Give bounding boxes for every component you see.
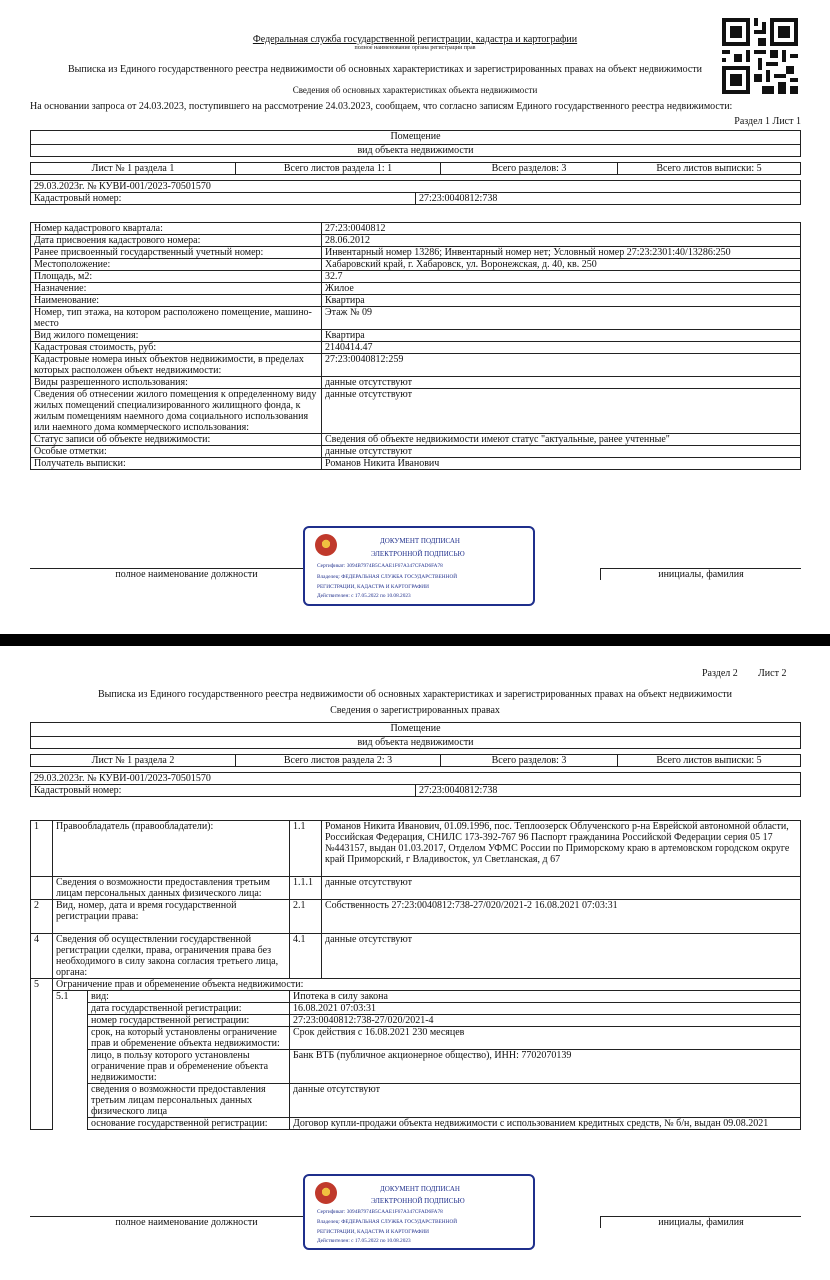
section-sheet-label: Раздел 1 Лист 1 — [734, 116, 801, 127]
page-separator — [0, 634, 830, 646]
table-row: срок, на который установлены ограничение прав и обременение объекта недвижимости: Срок действия с 16.08.2021 230 месяцев — [31, 1027, 801, 1050]
sheet-number: Лист № 1 раздела 1 — [31, 163, 236, 175]
table-row: Местоположение: Хабаровский край, г. Хабаровск, ул. Воронежская, д. 40, кв. 250 — [31, 259, 801, 271]
table-row: Виды разрешенного использования: данные отсутствуют — [31, 377, 801, 389]
table-row: Сведения об отнесении жилого помещения к определенному виду жилых помещений специализированного жилищного фонда, к жилым помещениям наемного дома социального использования или наемного дома коммерческого использования: данные отсутствуют — [31, 389, 801, 434]
table-row: Получатель выписки: Романов Никита Иванович — [31, 458, 801, 470]
table-row: Вид жилого помещения: Квартира — [31, 330, 801, 342]
document-title: Выписка из Единого государственного реестра недвижимости об основных характеристиках и зарегистрированных правах на объект недвижимости — [67, 64, 702, 75]
table-row: 5 Ограничение прав и обременение объекта недвижимости: — [31, 979, 801, 991]
document-subtitle: Сведения об основных характеристиках объекта недвижимости — [292, 85, 538, 95]
total-sheets: Всего листов выписки: 5 — [618, 163, 801, 175]
position-caption: полное наименование должности — [30, 569, 344, 581]
sheet-info-row — [30, 754, 801, 767]
table-row: Особые отметки: данные отсутствуют — [31, 446, 801, 458]
qr-code-icon — [722, 18, 798, 94]
object-type-table — [30, 722, 801, 749]
table-row: номер государственной регистрации: 27:23:0040812:738-27/020/2021-4 — [31, 1015, 801, 1027]
section-label: Раздел 2 — [702, 668, 738, 679]
initials-caption: инициалы, фамилия — [601, 1217, 802, 1229]
total-sheets: Всего листов выписки: 5 — [618, 755, 801, 767]
characteristics-table — [30, 222, 801, 470]
table-row: сведения о возможности предоставления третьим лицам персональных данных физического лица данные отсутствуют — [31, 1084, 801, 1118]
table-row: Площадь, м2: 32.7 — [31, 271, 801, 283]
table-row: лицо, в пользу которого установлены ограничение прав и обременение объекта недвижимости: Банк ВТБ (публичное акционерное общество), ИНН: 7702070139 — [31, 1050, 801, 1084]
table-row: Кадастровая стоимость, руб: 2140414.47 — [31, 342, 801, 354]
date-number: 29.03.2023г. № КУВИ-001/2023-70501570 — [31, 181, 801, 193]
table-row: Номер кадастрового квартала: 27:23:0040812 — [31, 223, 801, 235]
document-title: Выписка из Единого государственного реестра недвижимости об основных характеристиках и зарегистрированных правах на объект недвижимости — [97, 689, 732, 700]
object-type-table — [30, 130, 801, 157]
table-row: Дата присвоения кадастрового номера: 28.06.2012 — [31, 235, 801, 247]
request-basis: На основании запроса от 24.03.2023, поступившего на рассмотрение 24.03.2023, сообщаем, что согласно записям Единого государственного реестра недвижимости: — [30, 101, 733, 112]
table-row: Кадастровые номера иных объектов недвижимости, в пределах которых расположен объект недвижимости: 27:23:0040812:259 — [31, 354, 801, 377]
coat-of-arms-icon — [315, 534, 337, 556]
table-row: 4 Сведения об осуществлении государственной регистрации сделки, права, ограничения права без необходимого в силу закона согласия третьего лица, органа: 4.1 данные отсутствуют — [31, 934, 801, 979]
cadastral-number-value: 27:23:0040812:738 — [416, 785, 801, 797]
table-row: 1 Правообладатель (правообладатели): 1.1 Романов Никита Иванович, 01.09.1996, пос. Теплоозерск Облученского р-на Еврейской автономной области, Российская Федерация, СНИЛС 173-392-767 96 Паспорт гражданина Российской Федерации серия 05 17 №443157, выдан 01.03.2017, Отделом УФМС России по Приморскому краю в артемовском городском округе край Приморский, г Владивосток, ул Светланская, д 67 — [31, 821, 801, 877]
extract-page-1 — [0, 0, 830, 634]
total-sections: Всего разделов: 3 — [441, 755, 618, 767]
rights-table — [30, 820, 801, 1130]
table-row: Наименование: Квартира — [31, 295, 801, 307]
document-subtitle: Сведения о зарегистрированных правах — [330, 705, 500, 716]
table-row: основание государственной регистрации: Договор купли-продажи объекта недвижимости с использованием кредитных средств, № б/н, выдан 09.08.2021 — [31, 1118, 801, 1130]
agency-caption: полное наименование органа регистрации прав — [354, 45, 476, 51]
table-row: Сведения о возможности предоставления третьим лицам персональных данных физического лица: 1.1.1 данные отсутствуют — [31, 877, 801, 900]
extract-page-2 — [0, 646, 830, 1280]
table-row: Статус записи об объекте недвижимости: Сведения об объекте недвижимости имеют статус "актуальные, ранее учтенные" — [31, 434, 801, 446]
object-type: Помещение — [31, 723, 801, 737]
sheet-number: Лист № 1 раздела 2 — [31, 755, 236, 767]
electronic-signature-stamp: ДОКУМЕНТ ПОДПИСАН ЭЛЕКТРОННОЙ ПОДПИСЬЮ Сертификат: 3094B7974B5CAAE1F67A347CFAD6FA78 Владелец: ФЕДЕРАЛЬНАЯ СЛУЖБА ГОСУДАРСТВЕННОЙ РЕГИСТРАЦИИ, КАДАСТРА И КАРТОГРАФИИ Действителен: с 17.05.2022 по 10.08.2023 — [303, 1174, 535, 1250]
object-type: Помещение — [31, 131, 801, 145]
cadastral-number-value: 27:23:0040812:738 — [416, 193, 801, 205]
object-type-caption: вид объекта недвижимости — [31, 737, 801, 749]
table-row: дата государственной регистрации: 16.08.2021 07:03:31 — [31, 1003, 801, 1015]
table-row: 5.1 вид: Ипотека в силу закона — [31, 991, 801, 1003]
registry-header — [30, 180, 801, 205]
agency-name: Федеральная служба государственной регистрации, кадастра и картографии — [252, 34, 578, 45]
date-number: 29.03.2023г. № КУВИ-001/2023-70501570 — [31, 773, 801, 785]
object-type-caption: вид объекта недвижимости — [31, 145, 801, 157]
total-sections: Всего разделов: 3 — [441, 163, 618, 175]
sheet-label: Лист 2 — [758, 668, 787, 679]
registry-header — [30, 772, 801, 797]
position-caption: полное наименование должности — [30, 1217, 344, 1229]
sheets-in-section: Всего листов раздела 2: 3 — [236, 755, 441, 767]
sheets-in-section: Всего листов раздела 1: 1 — [236, 163, 441, 175]
coat-of-arms-icon — [315, 1182, 337, 1204]
cadastral-number-label: Кадастровый номер: — [31, 785, 416, 797]
sheet-info-row — [30, 162, 801, 175]
table-row: Назначение: Жилое — [31, 283, 801, 295]
cadastral-number-label: Кадастровый номер: — [31, 193, 416, 205]
table-row: 2 Вид, номер, дата и время государственной регистрации права: 2.1 Собственность 27:23:0040812:738-27/020/2021-2 16.08.2021 07:03:31 — [31, 900, 801, 934]
electronic-signature-stamp: ДОКУМЕНТ ПОДПИСАН ЭЛЕКТРОННОЙ ПОДПИСЬЮ Сертификат: 3094B7974B5CAAE1F67A347CFAD6FA78 Владелец: ФЕДЕРАЛЬНАЯ СЛУЖБА ГОСУДАРСТВЕННОЙ РЕГИСТРАЦИИ, КАДАСТРА И КАРТОГРАФИИ Действителен: с 17.05.2022 по 10.08.2023 — [303, 526, 535, 606]
table-row: Ранее присвоенный государственный учетный номер: Инвентарный номер 13286; Инвентарный номер нет; Условный номер 27:23:2301:40/13286:250 — [31, 247, 801, 259]
initials-caption: инициалы, фамилия — [601, 569, 802, 581]
table-row: Номер, тип этажа, на котором расположено помещение, машино-место Этаж № 09 — [31, 307, 801, 330]
right-holder-value: Романов Никита Иванович, 01.09.1996, пос. Теплоозерск Облученского р-на Еврейской автономной области, Российская Федерация, СНИЛС 173-392-767 96 Паспорт гражданина Российской Федерации серия 05 17 №443157, выдан 01.03.2017, Отделом УФМС России по Приморскому краю в артемовском городском округе край Приморский, г Владивосток, ул Светланская, д 67 — [322, 821, 801, 877]
right-registration-value: Собственность 27:23:0040812:738-27/020/2021-2 16.08.2021 07:03:31 — [322, 900, 801, 934]
